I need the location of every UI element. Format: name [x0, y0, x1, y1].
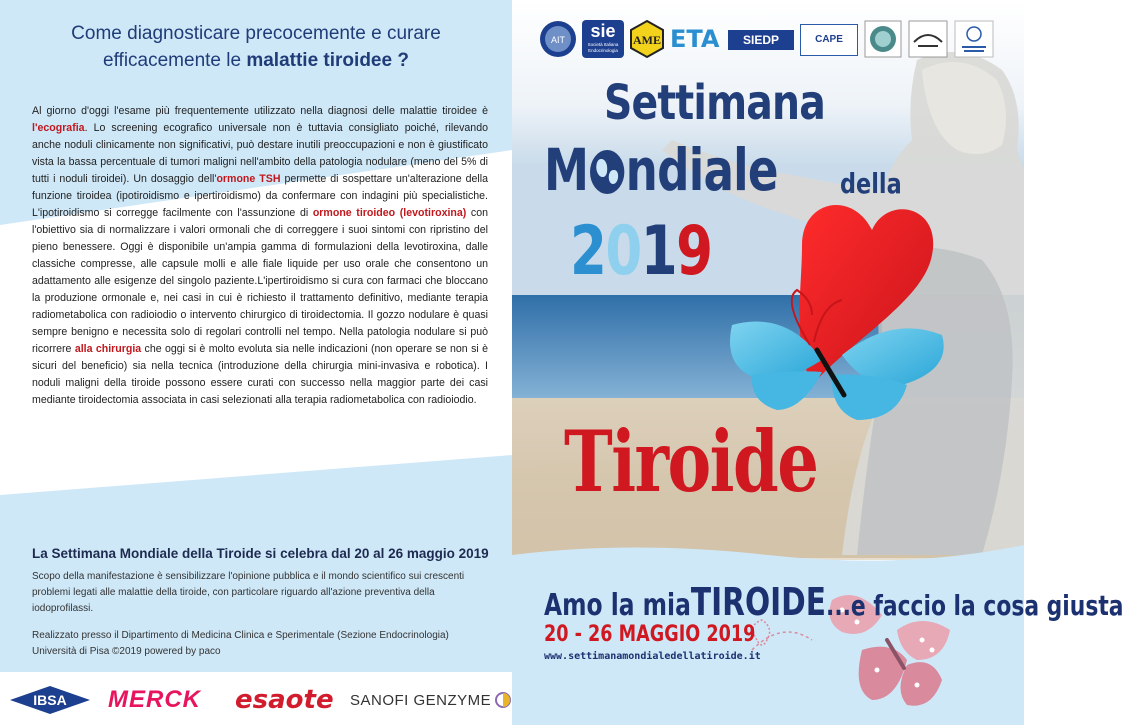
slogan-part-3: ...e faccio la cosa giusta: [826, 589, 1124, 622]
merck-text: MERCK: [108, 686, 201, 713]
highlight-chirurgia: alla chirurgia: [74, 343, 142, 355]
sie-subtitle: Società Italiana Endocrinologia: [587, 42, 619, 53]
sponsor-logos: [0, 672, 512, 725]
event-description: Scopo della manifestazione è sensibilizzare l'opinione pubblica e il mondo scientifico sui crescenti problemi legati alle malattie della tiroide, con particolare riguardo all'azione preventiva della iodoprofilassi.: [32, 571, 465, 614]
slogan-part-2: TIROIDE: [690, 580, 827, 624]
ait-text: AIT: [550, 35, 566, 45]
small-society-logo: [954, 20, 994, 58]
body-text-1: Al giorno d'oggi l'esame più frequentemente utilizzato nella diagnosi delle malattie tiroidee è: [32, 105, 488, 117]
highlight-tsh: ormone TSH: [216, 173, 281, 185]
ame-logo: [628, 20, 666, 58]
sanofi-icon: [495, 691, 511, 709]
headline-tiroide: Tiroide: [564, 412, 818, 511]
event-heading: La Settimana Mondiale della Tiroide si celebra dal 20 al 26 maggio 2019: [32, 546, 489, 561]
eta-logo: ETA: [670, 25, 720, 53]
ait-logo: [538, 20, 578, 58]
year-digit-1: 1: [640, 212, 677, 291]
body-text-2: . Lo screening ecografico universale non è tuttavia consigliato poiché, rilevando anche noduli clinicamente non significativi, può destare inutili preoccupazioni e non è giustificato vista la bassa percentuale di tumori maligni nell'ambito della patologia nodulare (meno del 5% di tutti i noduli tiroidei). Un dosaggio dell': [32, 122, 488, 185]
headline-della: della: [840, 167, 902, 200]
highlight-levotiroxina: ormone tiroideo (levotiroxina): [312, 207, 467, 219]
globe-society-logo: [864, 20, 902, 58]
website-link[interactable]: www.settimanamondialedellatiroide.it: [544, 651, 761, 662]
headline-settimana: Settimana: [604, 75, 825, 131]
headline-ndiale: ndiale: [625, 136, 778, 204]
merck-logo: [108, 686, 201, 714]
year-digit-9: 9: [676, 212, 712, 291]
body-text-5: che oggi si è molto evoluta sia nelle indicazioni (non operare se non si è sicuri del beneficio) sia nella tecnica (introduzione della chirurgia mini-invasiva e robotica). I noduli maligni della tiroide possono essere curati con successo nella maggior parte dei casi mediante tiroidectomia associata in casi selezionati alla terapia radiometabolica con radioiodio.: [32, 343, 488, 406]
sie-text: sie: [590, 21, 616, 41]
headline-mondiale: [544, 136, 778, 204]
title-line-2: [20, 47, 492, 74]
society-logos: [538, 20, 1018, 60]
sanofi-genzyme-logo: [350, 686, 511, 714]
title-line-2-bold: malattie tiroidee ?: [246, 50, 409, 71]
title-line-2-prefix: efficacemente le: [103, 50, 247, 71]
siedp-logo: SIEDP: [728, 30, 794, 50]
cape-logo: CAPE: [800, 24, 858, 56]
slogan: [544, 580, 1124, 624]
year-digit-2: 2: [570, 212, 606, 291]
ibsa-logo-shape: [10, 686, 90, 714]
globe-o-icon: [590, 150, 624, 194]
sanofi-text: SANOFI GENZYME: [350, 691, 492, 709]
credits-line-1: Realizzato presso il Dipartimento di Medicina Clinica e Sperimentale (Sezione Endocrinologia): [32, 630, 449, 641]
esaote-text: esaote: [235, 685, 334, 715]
right-page: [512, 0, 1124, 725]
event-dates: 20 - 26 MAGGIO 2019: [544, 622, 756, 647]
ibsa-logo: [10, 686, 90, 714]
wings-society-logo: [908, 20, 948, 58]
page-title: [20, 20, 492, 74]
credits: [32, 628, 492, 660]
left-page: [0, 0, 512, 725]
credits-line-2: Università di Pisa ©2019 powered by paco: [32, 646, 221, 657]
year-digit-0: 0: [605, 212, 641, 291]
body-text-4: con l'obiettivo sia di normalizzare i valori ormonali che di correggere i suoi sintomi con ripristino del pieno benessere. Oggi è disponibile un'ampia gamma di formulazioni della levotiroxina, dalle classiche compresse, alle capsule molli e alle fiale liquide per uso orale che consentono un adattamento alle esigenze del singolo paziente.L'ipertiroidismo si cura con farmaci che bloccano la produzione ormonale e, nei casi in cui è richiesto il trattamento definitivo, mediante terapia radiometabolica con radioiodio o intervento chirurgico di tiroidectomia. Il gozzo nodulare è quasi sempre benigno e necessita solo di regolari controlli nel tempo. Nella patologia nodulare si può ricorrere: [32, 207, 489, 355]
slogan-part-1: Amo la mia: [544, 588, 691, 623]
sie-logo: [582, 20, 624, 58]
body-text-3: permette di sospettare un'alterazione della funzione tiroidea (ipotiroidismo e ipertiroidismo) da confermare con indagini più specialistiche. L'ipotiroidismo si corregge facilmente con l'assunzione di: [32, 173, 489, 219]
headline-m: M: [544, 136, 589, 204]
highlight-ecografia: l'ecografia: [32, 122, 85, 134]
esaote-logo: [235, 686, 334, 714]
title-line-1: Come diagnosticare precocemente e curare: [71, 23, 441, 44]
ibsa-text: IBSA: [33, 692, 67, 708]
article-body: [32, 103, 488, 409]
headline-year: [570, 212, 711, 291]
ame-text: AME: [633, 33, 661, 47]
